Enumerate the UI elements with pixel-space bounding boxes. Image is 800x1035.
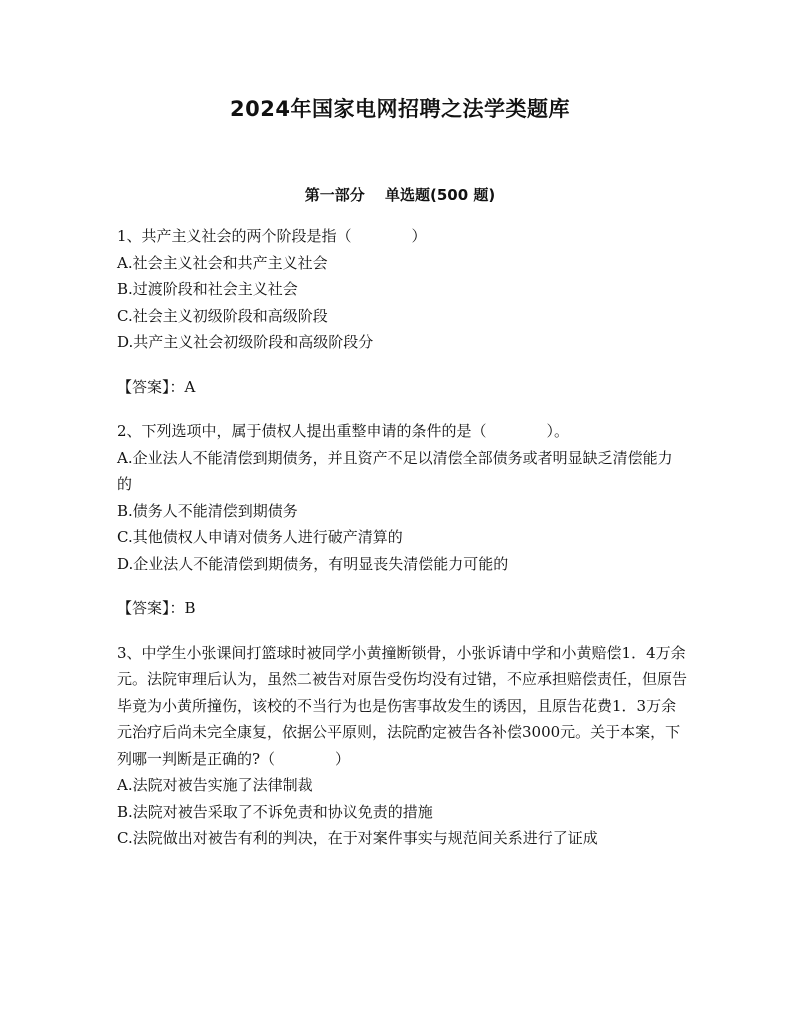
option-c: C.其他债权人申请对债务人进行破产清算的	[117, 528, 403, 546]
answer-value: B	[184, 599, 196, 617]
answer-prefix: 【答案】：	[117, 377, 185, 396]
option-b: B.债务人不能清偿到期债务	[117, 501, 298, 520]
option-b: B.过渡阶段和社会主义社会	[117, 280, 298, 298]
question-item	[117, 418, 687, 622]
answer-line	[117, 595, 687, 622]
option-d: D.共产主义社会初级阶段和高级阶段分	[117, 333, 374, 351]
document-title: 2024年国家电网招聘之法学类题库	[230, 97, 570, 121]
answer-value: A	[184, 377, 196, 396]
option-a: A.法院对被告实施了法律制裁	[117, 776, 313, 794]
option-c: C.法院做出对被告有利的判决，在于对案件事实与规范间关系进行了证成	[117, 829, 598, 847]
question-item	[117, 223, 687, 400]
option-a: A.企业法人不能清偿到期债务，并且资产不足以清偿全部债务或者明显缺乏清偿能力的	[117, 448, 673, 493]
section-heading: 第一部分 单选题(500 题)	[304, 186, 496, 204]
answer-prefix: 【答案】：	[117, 599, 185, 617]
answer-line	[117, 374, 687, 401]
option-a: A.社会主义社会和共产主义社会	[117, 253, 328, 272]
option-b: B.法院对被告采取了不诉免责和协议免责的措施	[117, 802, 433, 821]
question-stem: 3、中学生小张课间打篮球时被同学小黄撞断锁骨，小张诉请中学和小黄赔偿1．4万余元。法院审理后认为，虽然二被告对原告受伤均没有过错，不应承担赔偿责任，但原告毕竟为小黄所撞伤，该校的不当行为也是伤害事故发生的诱因，且原告花费1．3万余元治疗后尚未完全康复，依据公平原则，法院酌定被告各补偿3000元。关于本案，下列哪一判断是正确的?（ ）	[117, 643, 688, 768]
question-item	[117, 640, 687, 852]
question-stem: 2、下列选项中，属于债权人提出重整申请的条件的是（ ）。	[117, 422, 570, 440]
option-d: D.企业法人不能清偿到期债务，有明显丧失清偿能力可能的	[117, 554, 509, 573]
question-stem: 1、共产主义社会的两个阶段是指（ ）	[117, 227, 427, 245]
option-c: C.社会主义初级阶段和高级阶段	[117, 306, 328, 325]
question-list	[117, 223, 687, 852]
